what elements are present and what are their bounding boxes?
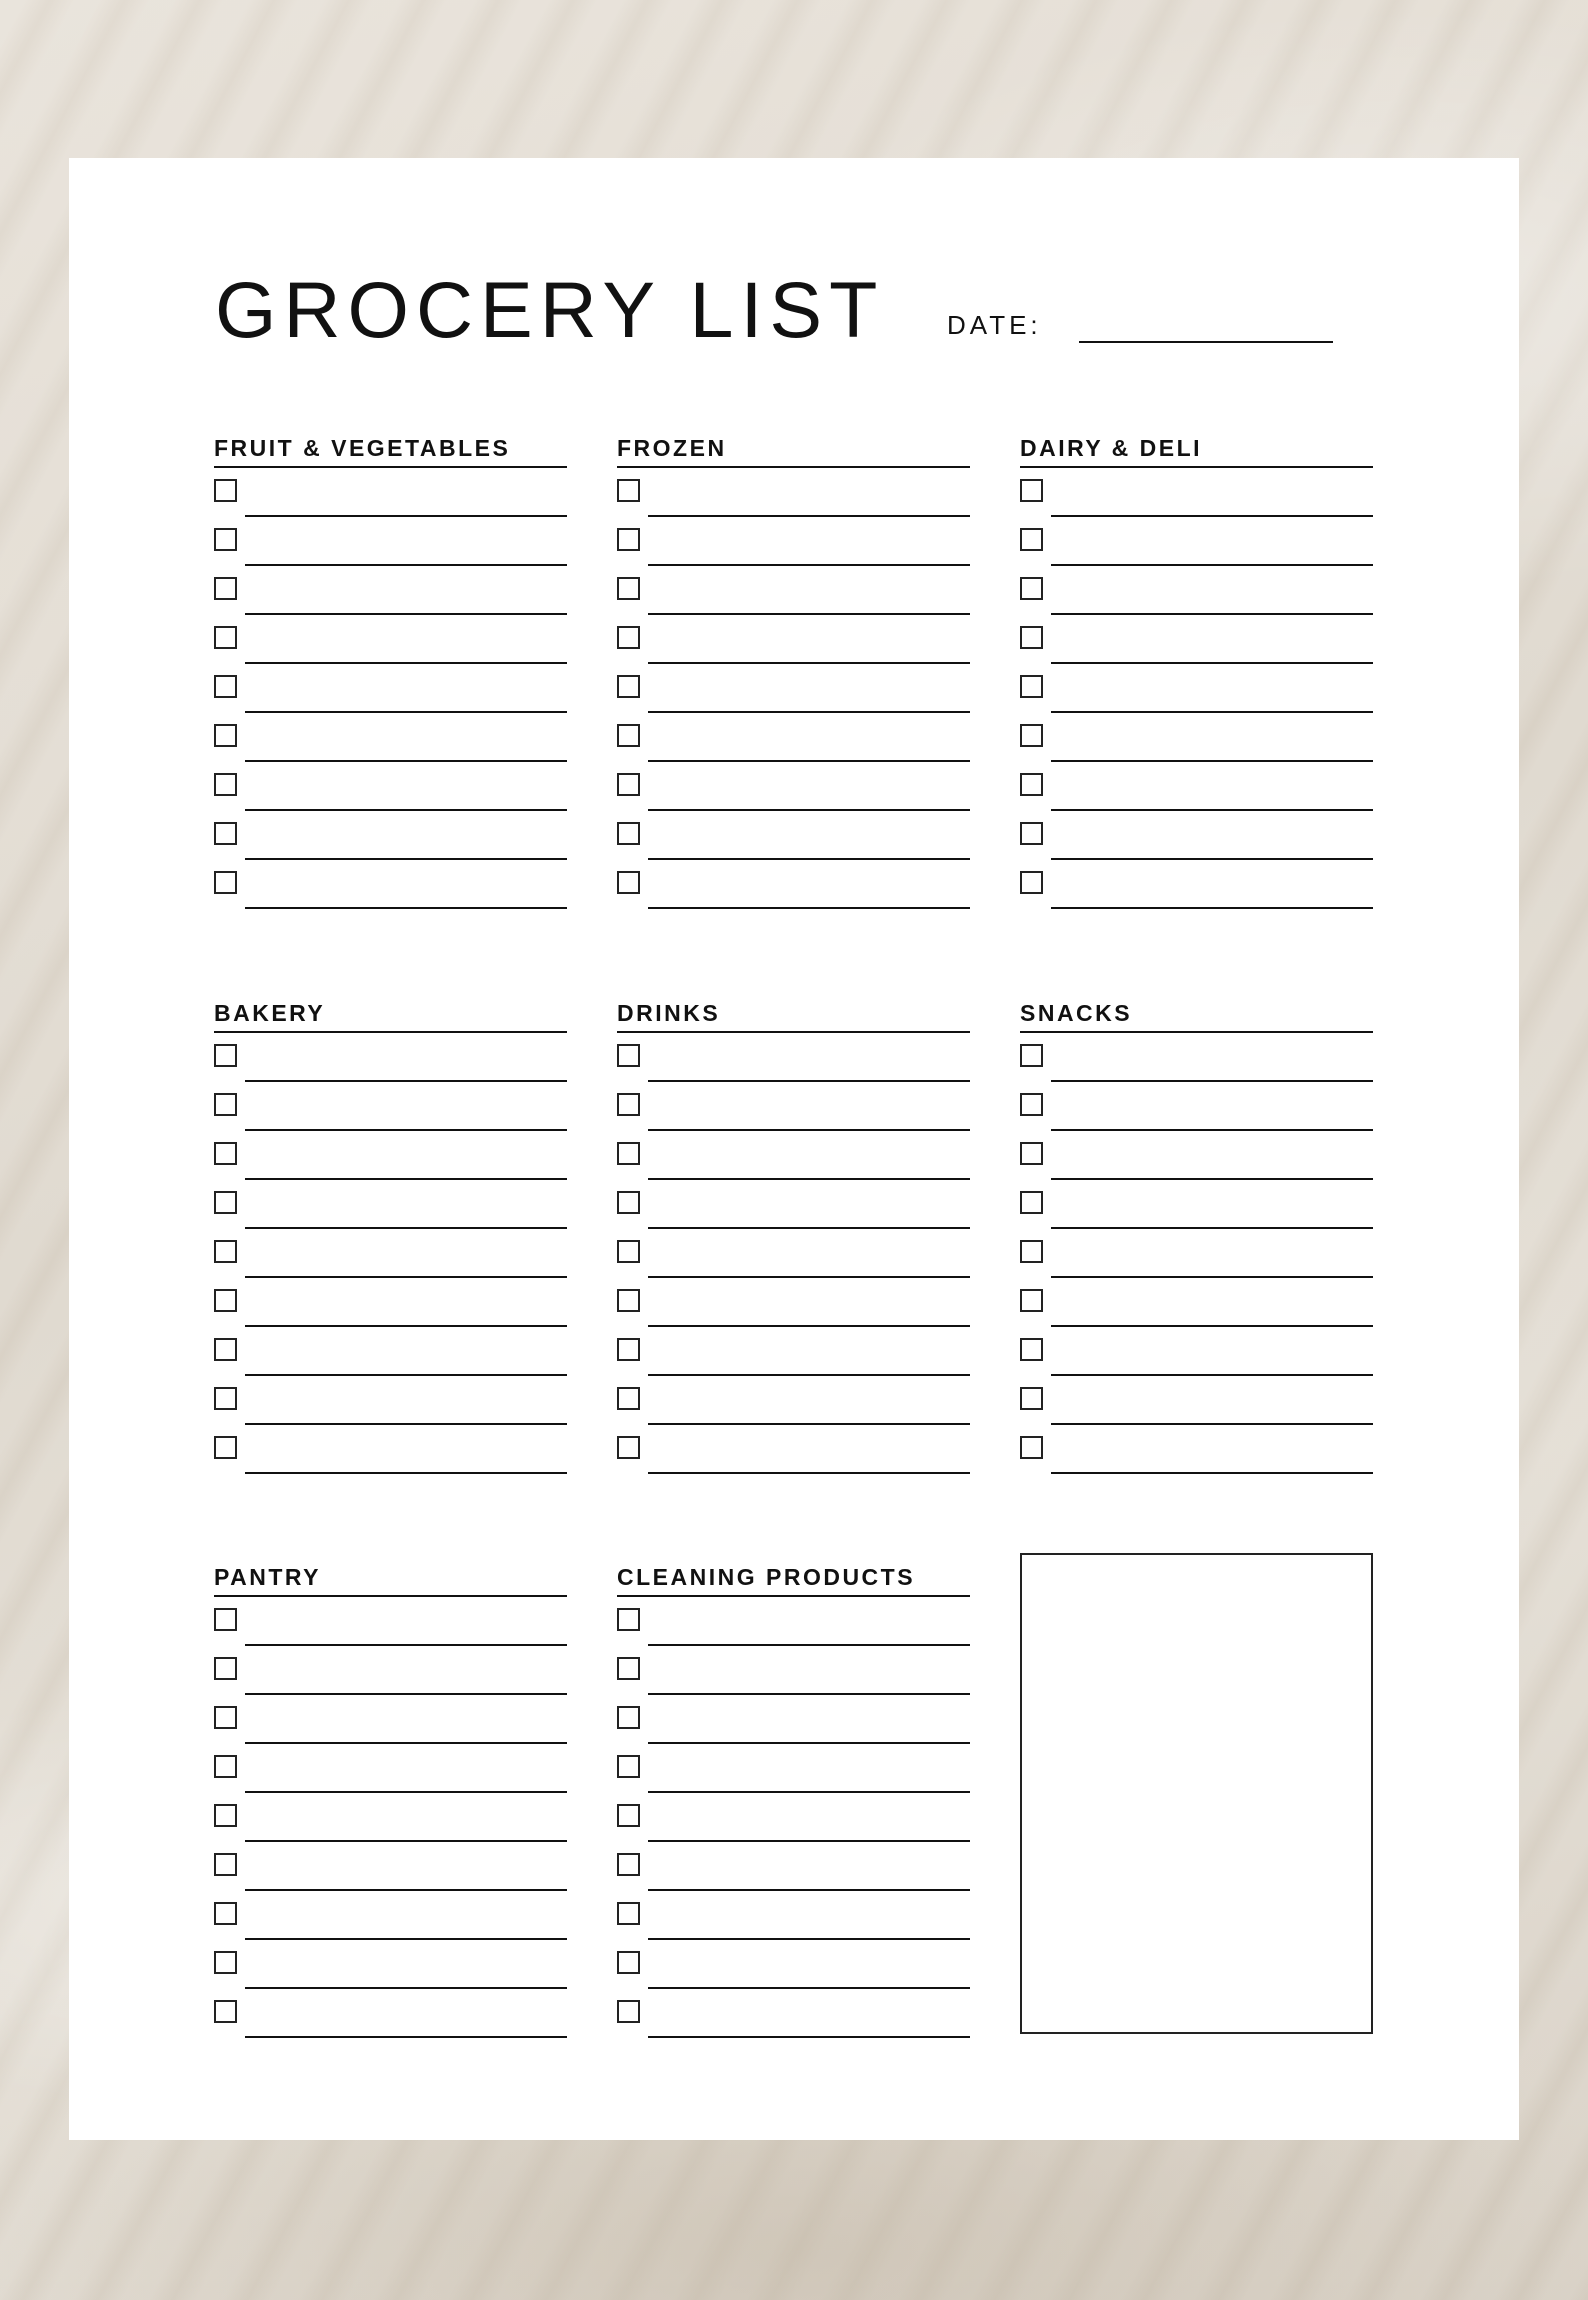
item-list bbox=[1020, 468, 1373, 909]
checkbox[interactable] bbox=[214, 528, 237, 551]
item-list bbox=[617, 1597, 970, 2038]
checklist-item bbox=[214, 860, 567, 909]
checkbox[interactable] bbox=[617, 2000, 640, 2023]
checkbox[interactable] bbox=[617, 1657, 640, 1680]
item-list bbox=[1020, 1033, 1373, 1474]
checkbox[interactable] bbox=[1020, 1044, 1043, 1067]
notes-box[interactable] bbox=[1020, 1553, 1373, 2034]
checkbox[interactable] bbox=[214, 1338, 237, 1361]
checkbox[interactable] bbox=[214, 1853, 237, 1876]
checklist-item bbox=[1020, 468, 1373, 517]
checklist-item bbox=[214, 468, 567, 517]
section-title: BAKERY bbox=[214, 987, 567, 1033]
checklist-item bbox=[1020, 1082, 1373, 1131]
checklist-item bbox=[1020, 713, 1373, 762]
checkbox[interactable] bbox=[1020, 1240, 1043, 1263]
checklist-item bbox=[617, 1425, 970, 1474]
checkbox[interactable] bbox=[214, 1387, 237, 1410]
checkbox[interactable] bbox=[617, 577, 640, 600]
checkbox[interactable] bbox=[1020, 1191, 1043, 1214]
checkbox[interactable] bbox=[214, 1951, 237, 1974]
checklist-item bbox=[1020, 1229, 1373, 1278]
section-title: FRUIT & VEGETABLES bbox=[214, 422, 567, 468]
checkbox[interactable] bbox=[617, 1902, 640, 1925]
checkbox[interactable] bbox=[1020, 1289, 1043, 1312]
checklist-item bbox=[214, 1229, 567, 1278]
checkbox[interactable] bbox=[617, 1338, 640, 1361]
checklist-item bbox=[617, 664, 970, 713]
checklist-item bbox=[1020, 566, 1373, 615]
write-in-line[interactable] bbox=[245, 1472, 567, 1474]
write-in-line[interactable] bbox=[1051, 1472, 1373, 1474]
grocery-list-sheet bbox=[69, 158, 1519, 2140]
checkbox[interactable] bbox=[214, 1191, 237, 1214]
checkbox[interactable] bbox=[1020, 1142, 1043, 1165]
checklist-item bbox=[214, 1180, 567, 1229]
checklist-item bbox=[1020, 1425, 1373, 1474]
checkbox[interactable] bbox=[214, 822, 237, 845]
checkbox[interactable] bbox=[214, 1608, 237, 1631]
checkbox[interactable] bbox=[617, 1436, 640, 1459]
checklist-item bbox=[617, 1327, 970, 1376]
checkbox[interactable] bbox=[617, 1289, 640, 1312]
item-list bbox=[214, 1597, 567, 2038]
checkbox[interactable] bbox=[617, 822, 640, 845]
checkbox[interactable] bbox=[617, 479, 640, 502]
checkbox[interactable] bbox=[214, 479, 237, 502]
section-frozen bbox=[617, 422, 970, 909]
checkbox[interactable] bbox=[617, 1142, 640, 1165]
checkbox[interactable] bbox=[1020, 626, 1043, 649]
checklist-item bbox=[617, 1082, 970, 1131]
checklist-item bbox=[617, 1891, 970, 1940]
checklist-item bbox=[214, 615, 567, 664]
checklist-item bbox=[214, 1646, 567, 1695]
page-title: GROCERY LIST bbox=[215, 265, 885, 354]
checkbox[interactable] bbox=[617, 1853, 640, 1876]
checklist-item bbox=[617, 1278, 970, 1327]
write-in-line[interactable] bbox=[1051, 907, 1373, 909]
checkbox[interactable] bbox=[1020, 577, 1043, 600]
checkbox[interactable] bbox=[617, 1608, 640, 1631]
checkbox[interactable] bbox=[617, 1191, 640, 1214]
checklist-item bbox=[1020, 615, 1373, 664]
checkbox[interactable] bbox=[214, 773, 237, 796]
checkbox[interactable] bbox=[214, 1902, 237, 1925]
checkbox[interactable] bbox=[214, 1706, 237, 1729]
checklist-item bbox=[617, 1842, 970, 1891]
checklist-item bbox=[1020, 1180, 1373, 1229]
checklist-item bbox=[1020, 664, 1373, 713]
checkbox[interactable] bbox=[617, 773, 640, 796]
checkbox[interactable] bbox=[214, 577, 237, 600]
section-drinks bbox=[617, 987, 970, 1474]
checkbox[interactable] bbox=[617, 1387, 640, 1410]
checkbox[interactable] bbox=[1020, 1338, 1043, 1361]
checklist-item bbox=[617, 1989, 970, 2038]
checklist-item bbox=[214, 1131, 567, 1180]
checklist-item bbox=[214, 1891, 567, 1940]
checkbox[interactable] bbox=[214, 871, 237, 894]
checkbox[interactable] bbox=[617, 724, 640, 747]
checklist-item bbox=[1020, 811, 1373, 860]
checkbox[interactable] bbox=[617, 626, 640, 649]
checkbox[interactable] bbox=[214, 2000, 237, 2023]
checklist-item bbox=[214, 1989, 567, 2038]
checkbox[interactable] bbox=[1020, 871, 1043, 894]
checklist-item bbox=[214, 1793, 567, 1842]
checkbox[interactable] bbox=[1020, 528, 1043, 551]
checklist-item bbox=[214, 1842, 567, 1891]
checklist-item bbox=[214, 664, 567, 713]
section-title: FROZEN bbox=[617, 422, 970, 468]
section-title: SNACKS bbox=[1020, 987, 1373, 1033]
section-bakery bbox=[214, 987, 567, 1474]
checklist-item bbox=[1020, 1376, 1373, 1425]
checkbox[interactable] bbox=[214, 675, 237, 698]
checklist-item bbox=[617, 1597, 970, 1646]
checklist-item bbox=[214, 1695, 567, 1744]
checklist-item bbox=[214, 762, 567, 811]
checkbox[interactable] bbox=[1020, 822, 1043, 845]
write-in-line[interactable] bbox=[245, 907, 567, 909]
checklist-item bbox=[214, 1425, 567, 1474]
checklist-item bbox=[617, 713, 970, 762]
checkbox[interactable] bbox=[617, 1240, 640, 1263]
checklist-item bbox=[617, 1793, 970, 1842]
checklist-item bbox=[214, 1597, 567, 1646]
item-list bbox=[214, 1033, 567, 1474]
date-label: DATE: bbox=[947, 310, 1042, 340]
checklist-item bbox=[214, 1033, 567, 1082]
checkbox[interactable] bbox=[214, 1755, 237, 1778]
checklist-item bbox=[214, 1376, 567, 1425]
checklist-item bbox=[617, 615, 970, 664]
section-snacks bbox=[1020, 987, 1373, 1474]
checklist-item bbox=[617, 468, 970, 517]
checkbox[interactable] bbox=[617, 1044, 640, 1067]
checkbox[interactable] bbox=[214, 1436, 237, 1459]
checklist-item bbox=[214, 566, 567, 615]
section-fruit-vegetables bbox=[214, 422, 567, 909]
checkbox[interactable] bbox=[1020, 675, 1043, 698]
section-title: DAIRY & DELI bbox=[1020, 422, 1373, 468]
item-list bbox=[214, 468, 567, 909]
checkbox[interactable] bbox=[214, 1044, 237, 1067]
checklist-item bbox=[617, 811, 970, 860]
write-in-line[interactable] bbox=[648, 2036, 970, 2038]
item-list bbox=[617, 468, 970, 909]
checklist-item bbox=[617, 1131, 970, 1180]
checklist-item bbox=[1020, 860, 1373, 909]
section-title: PANTRY bbox=[214, 1551, 567, 1597]
checklist-item bbox=[214, 1940, 567, 1989]
write-in-line[interactable] bbox=[648, 907, 970, 909]
checklist-item bbox=[617, 1940, 970, 1989]
checklist-item bbox=[214, 1278, 567, 1327]
checklist-item bbox=[617, 566, 970, 615]
checklist-item bbox=[214, 811, 567, 860]
section-pantry bbox=[214, 1551, 567, 2038]
checkbox[interactable] bbox=[214, 1289, 237, 1312]
write-in-line[interactable] bbox=[245, 2036, 567, 2038]
checklist-item bbox=[1020, 517, 1373, 566]
checkbox[interactable] bbox=[617, 1093, 640, 1116]
checkbox[interactable] bbox=[214, 1657, 237, 1680]
checkbox[interactable] bbox=[214, 1240, 237, 1263]
checkbox[interactable] bbox=[617, 1804, 640, 1827]
checklist-item bbox=[214, 1327, 567, 1376]
checkbox[interactable] bbox=[1020, 1093, 1043, 1116]
checkbox[interactable] bbox=[214, 1093, 237, 1116]
checklist-item bbox=[617, 517, 970, 566]
checklist-item bbox=[617, 1695, 970, 1744]
section-dairy-deli bbox=[1020, 422, 1373, 909]
checkbox[interactable] bbox=[214, 1804, 237, 1827]
checkbox[interactable] bbox=[1020, 773, 1043, 796]
checklist-item bbox=[617, 1376, 970, 1425]
checkbox[interactable] bbox=[214, 1142, 237, 1165]
checklist-item bbox=[1020, 1278, 1373, 1327]
section-title: CLEANING PRODUCTS bbox=[617, 1551, 970, 1597]
checklist-item bbox=[214, 1082, 567, 1131]
checklist-item bbox=[617, 762, 970, 811]
date-field[interactable] bbox=[1079, 341, 1333, 343]
write-in-line[interactable] bbox=[648, 1472, 970, 1474]
checkbox[interactable] bbox=[1020, 1436, 1043, 1459]
checkbox[interactable] bbox=[617, 528, 640, 551]
checkbox[interactable] bbox=[617, 1706, 640, 1729]
checklist-item bbox=[214, 713, 567, 762]
section-cleaning-products bbox=[617, 1551, 970, 2038]
checkbox[interactable] bbox=[1020, 1387, 1043, 1410]
checklist-item bbox=[617, 1646, 970, 1695]
checklist-item bbox=[617, 860, 970, 909]
item-list bbox=[617, 1033, 970, 1474]
checkbox[interactable] bbox=[1020, 479, 1043, 502]
checklist-item bbox=[1020, 1131, 1373, 1180]
checkbox[interactable] bbox=[1020, 724, 1043, 747]
checkbox[interactable] bbox=[617, 1755, 640, 1778]
checklist-item bbox=[214, 517, 567, 566]
checklist-item bbox=[617, 1180, 970, 1229]
checkbox[interactable] bbox=[617, 675, 640, 698]
section-title: DRINKS bbox=[617, 987, 970, 1033]
checklist-item bbox=[617, 1033, 970, 1082]
checkbox[interactable] bbox=[214, 724, 237, 747]
checklist-item bbox=[1020, 1033, 1373, 1082]
checkbox[interactable] bbox=[617, 1951, 640, 1974]
checklist-item bbox=[617, 1744, 970, 1793]
checklist-item bbox=[617, 1229, 970, 1278]
checklist-item bbox=[1020, 762, 1373, 811]
checkbox[interactable] bbox=[214, 626, 237, 649]
checklist-item bbox=[1020, 1327, 1373, 1376]
checkbox[interactable] bbox=[617, 871, 640, 894]
checklist-item bbox=[214, 1744, 567, 1793]
